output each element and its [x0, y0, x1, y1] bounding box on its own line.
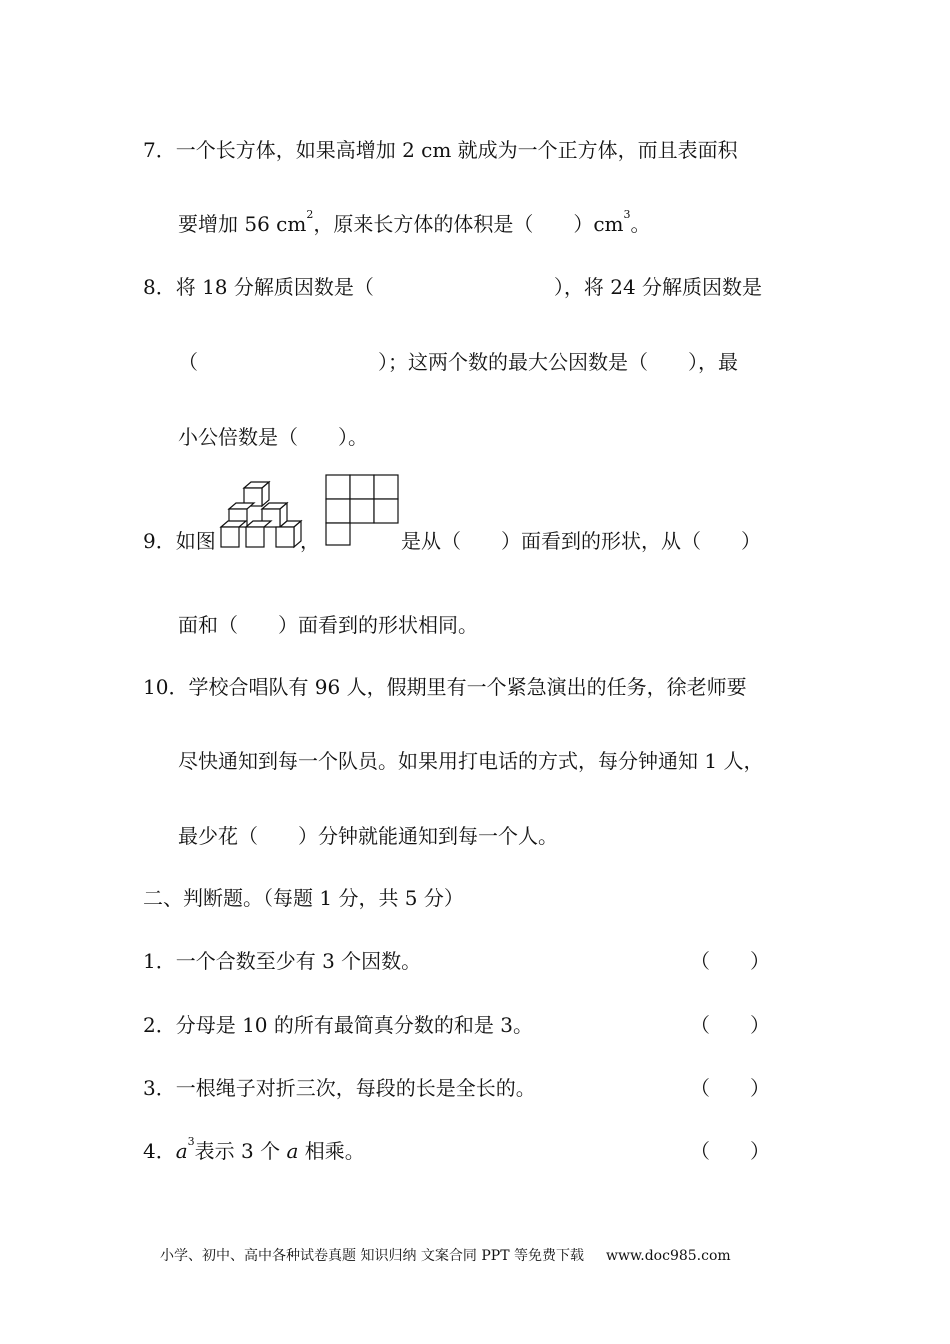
judge-item-4-var2: a [286, 1139, 299, 1163]
grid-view-figure [323, 472, 403, 548]
q7-line2-b: ，原来长方体的体积是（ ）cm [313, 212, 624, 236]
page-footer [160, 1245, 731, 1265]
judge-paren-3: （ ） [690, 1076, 770, 1100]
q7-line2 [178, 208, 651, 237]
q7-line2-c: 。 [630, 212, 651, 236]
judge-item-4-text: 表示 3 个 [194, 1139, 287, 1163]
q7-line1: 7．一个长方体，如果高增加 2 cm 就成为一个正方体，而且表面积 [143, 138, 738, 162]
judge-paren-4: （ ） [690, 1139, 770, 1163]
section2-title: 二、判断题。（每题 1 分，共 5 分） [143, 886, 464, 910]
q7-sup-2: 2 [306, 208, 314, 221]
judge-item-3: 3．一根绳子对折三次，每段的长是全长的。 [143, 1076, 536, 1100]
q7-line2-a: 要增加 56 cm [178, 212, 307, 236]
judge-item-4-text2: 相乘。 [298, 1139, 365, 1163]
q8-line3: 小公倍数是（ ）。 [178, 425, 368, 449]
judge-item-1: 1．一个合数至少有 3 个因数。 [143, 949, 422, 973]
q8-line1: 8．将 18 分解质因数是（ ），将 24 分解质因数是 [143, 275, 763, 299]
judge-item-4-num: 4． [143, 1139, 176, 1163]
q10-line3: 最少花（ ）分钟就能通知到每一个人。 [178, 824, 558, 848]
judge-item-4 [143, 1135, 365, 1164]
judge-item-4-sup: 3 [187, 1135, 195, 1148]
judge-item-2: 2．分母是 10 的所有最简真分数的和是 3。 [143, 1013, 533, 1037]
cube-stack-figure [218, 479, 310, 551]
judge-item-4-var: a [175, 1139, 188, 1163]
q7-sup-3: 3 [623, 208, 631, 221]
q9-mid: 是从（ ）面看到的形状，从（ ） [401, 529, 761, 553]
judge-paren-1: （ ） [690, 949, 770, 973]
footer-text: 小学、初中、高中各种试卷真题 知识归纳 文案合同 PPT 等免费下载 [160, 1248, 584, 1264]
q8-line2: （ ）；这两个数的最大公因数是（ ），最 [178, 350, 738, 374]
q9-comma: ， [300, 529, 320, 553]
q9-prefix: 9．如图 [143, 529, 216, 553]
q10-line1: 10．学校合唱队有 96 人，假期里有一个紧急演出的任务，徐老师要 [143, 675, 747, 699]
q10-line2: 尽快通知到每一个队员。如果用打电话的方式，每分钟通知 1 人， [178, 749, 764, 773]
judge-paren-2: （ ） [690, 1013, 770, 1037]
q9-line2: 面和（ ）面看到的形状相同。 [178, 613, 478, 637]
footer-url[interactable]: www.doc985.com [605, 1248, 731, 1264]
